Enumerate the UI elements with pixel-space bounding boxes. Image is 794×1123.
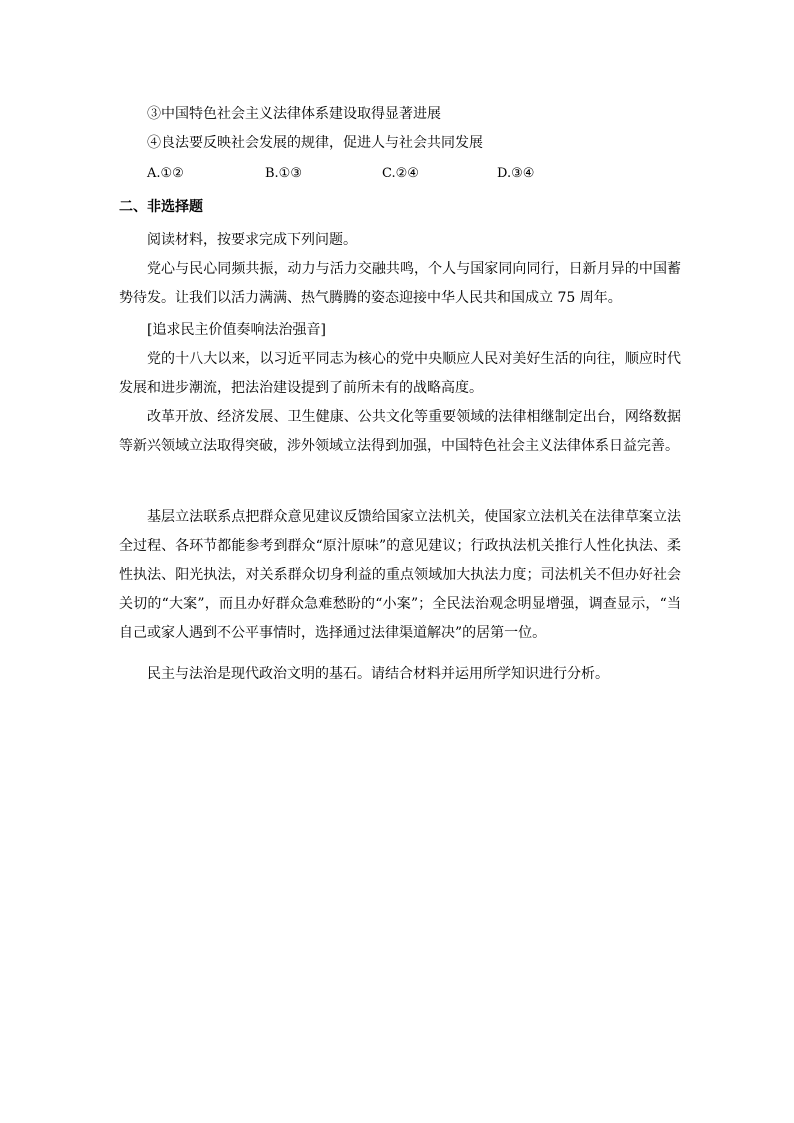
material-paragraph-4: 基层立法联系点把群众意见建议反馈给国家立法机关，使国家立法机关在法律草案立法全过程、各环节都能参考到群众“原汁原味”的意见建议；行政执法机关推行人性化执法、柔性执法、阳光执法，对关系群众切身利益的重点领域加大执法力度；司法机关不但办好社会关切的“大案”，而且办好群众急难愁盼的“小案”；全民法治观念明显增强，调查显示，“当自己或家人遇到不公平事情时，选择通过法律渠道解决”的居第一位。 (119, 509, 681, 641)
choice-item-4: ④良法要反映社会发展的规律，促进人与社会共同发展 (147, 135, 483, 151)
material-paragraph-1: 党心与民心同频共振，动力与活力交融共鸣，个人与国家同向同行，日新月异的中国蓄势待发。让我们以活力满满、热气腾腾的姿态迎接中华人民共和国成立 75 周年。 (119, 261, 681, 306)
option-b: B.①③ (265, 166, 302, 181)
option-d: D.③④ (497, 166, 535, 181)
material-paragraph-3: 改革开放、经济发展、卫生健康、公共文化等重要领域的法律相继制定出台，网络数据等新兴领域立法取得突破，涉外领域立法得到加强，中国特色社会主义法律体系日益完善。 (119, 409, 681, 454)
option-c: C.②④ (382, 166, 419, 181)
instruction-text: 阅读材料，按要求完成下列问题。 (147, 232, 357, 248)
section-heading: 二、非选择题 (119, 199, 203, 215)
material-paragraph-2: 党的十八大以来，以习近平同志为核心的党中央顺应人民对美好生活的向往，顺应时代发展和进步潮流，把法治建设提到了前所未有的战略高度。 (119, 351, 681, 396)
option-a: A.①② (147, 166, 184, 181)
choice-item-3: ③中国特色社会主义法律体系建设取得显著进展 (147, 106, 441, 122)
question-text: 民主与法治是现代政治文明的基石。请结合材料并运用所学知识进行分析。 (147, 666, 609, 682)
material-subtitle: [追求民主价值奏响法治强音] (147, 322, 326, 338)
